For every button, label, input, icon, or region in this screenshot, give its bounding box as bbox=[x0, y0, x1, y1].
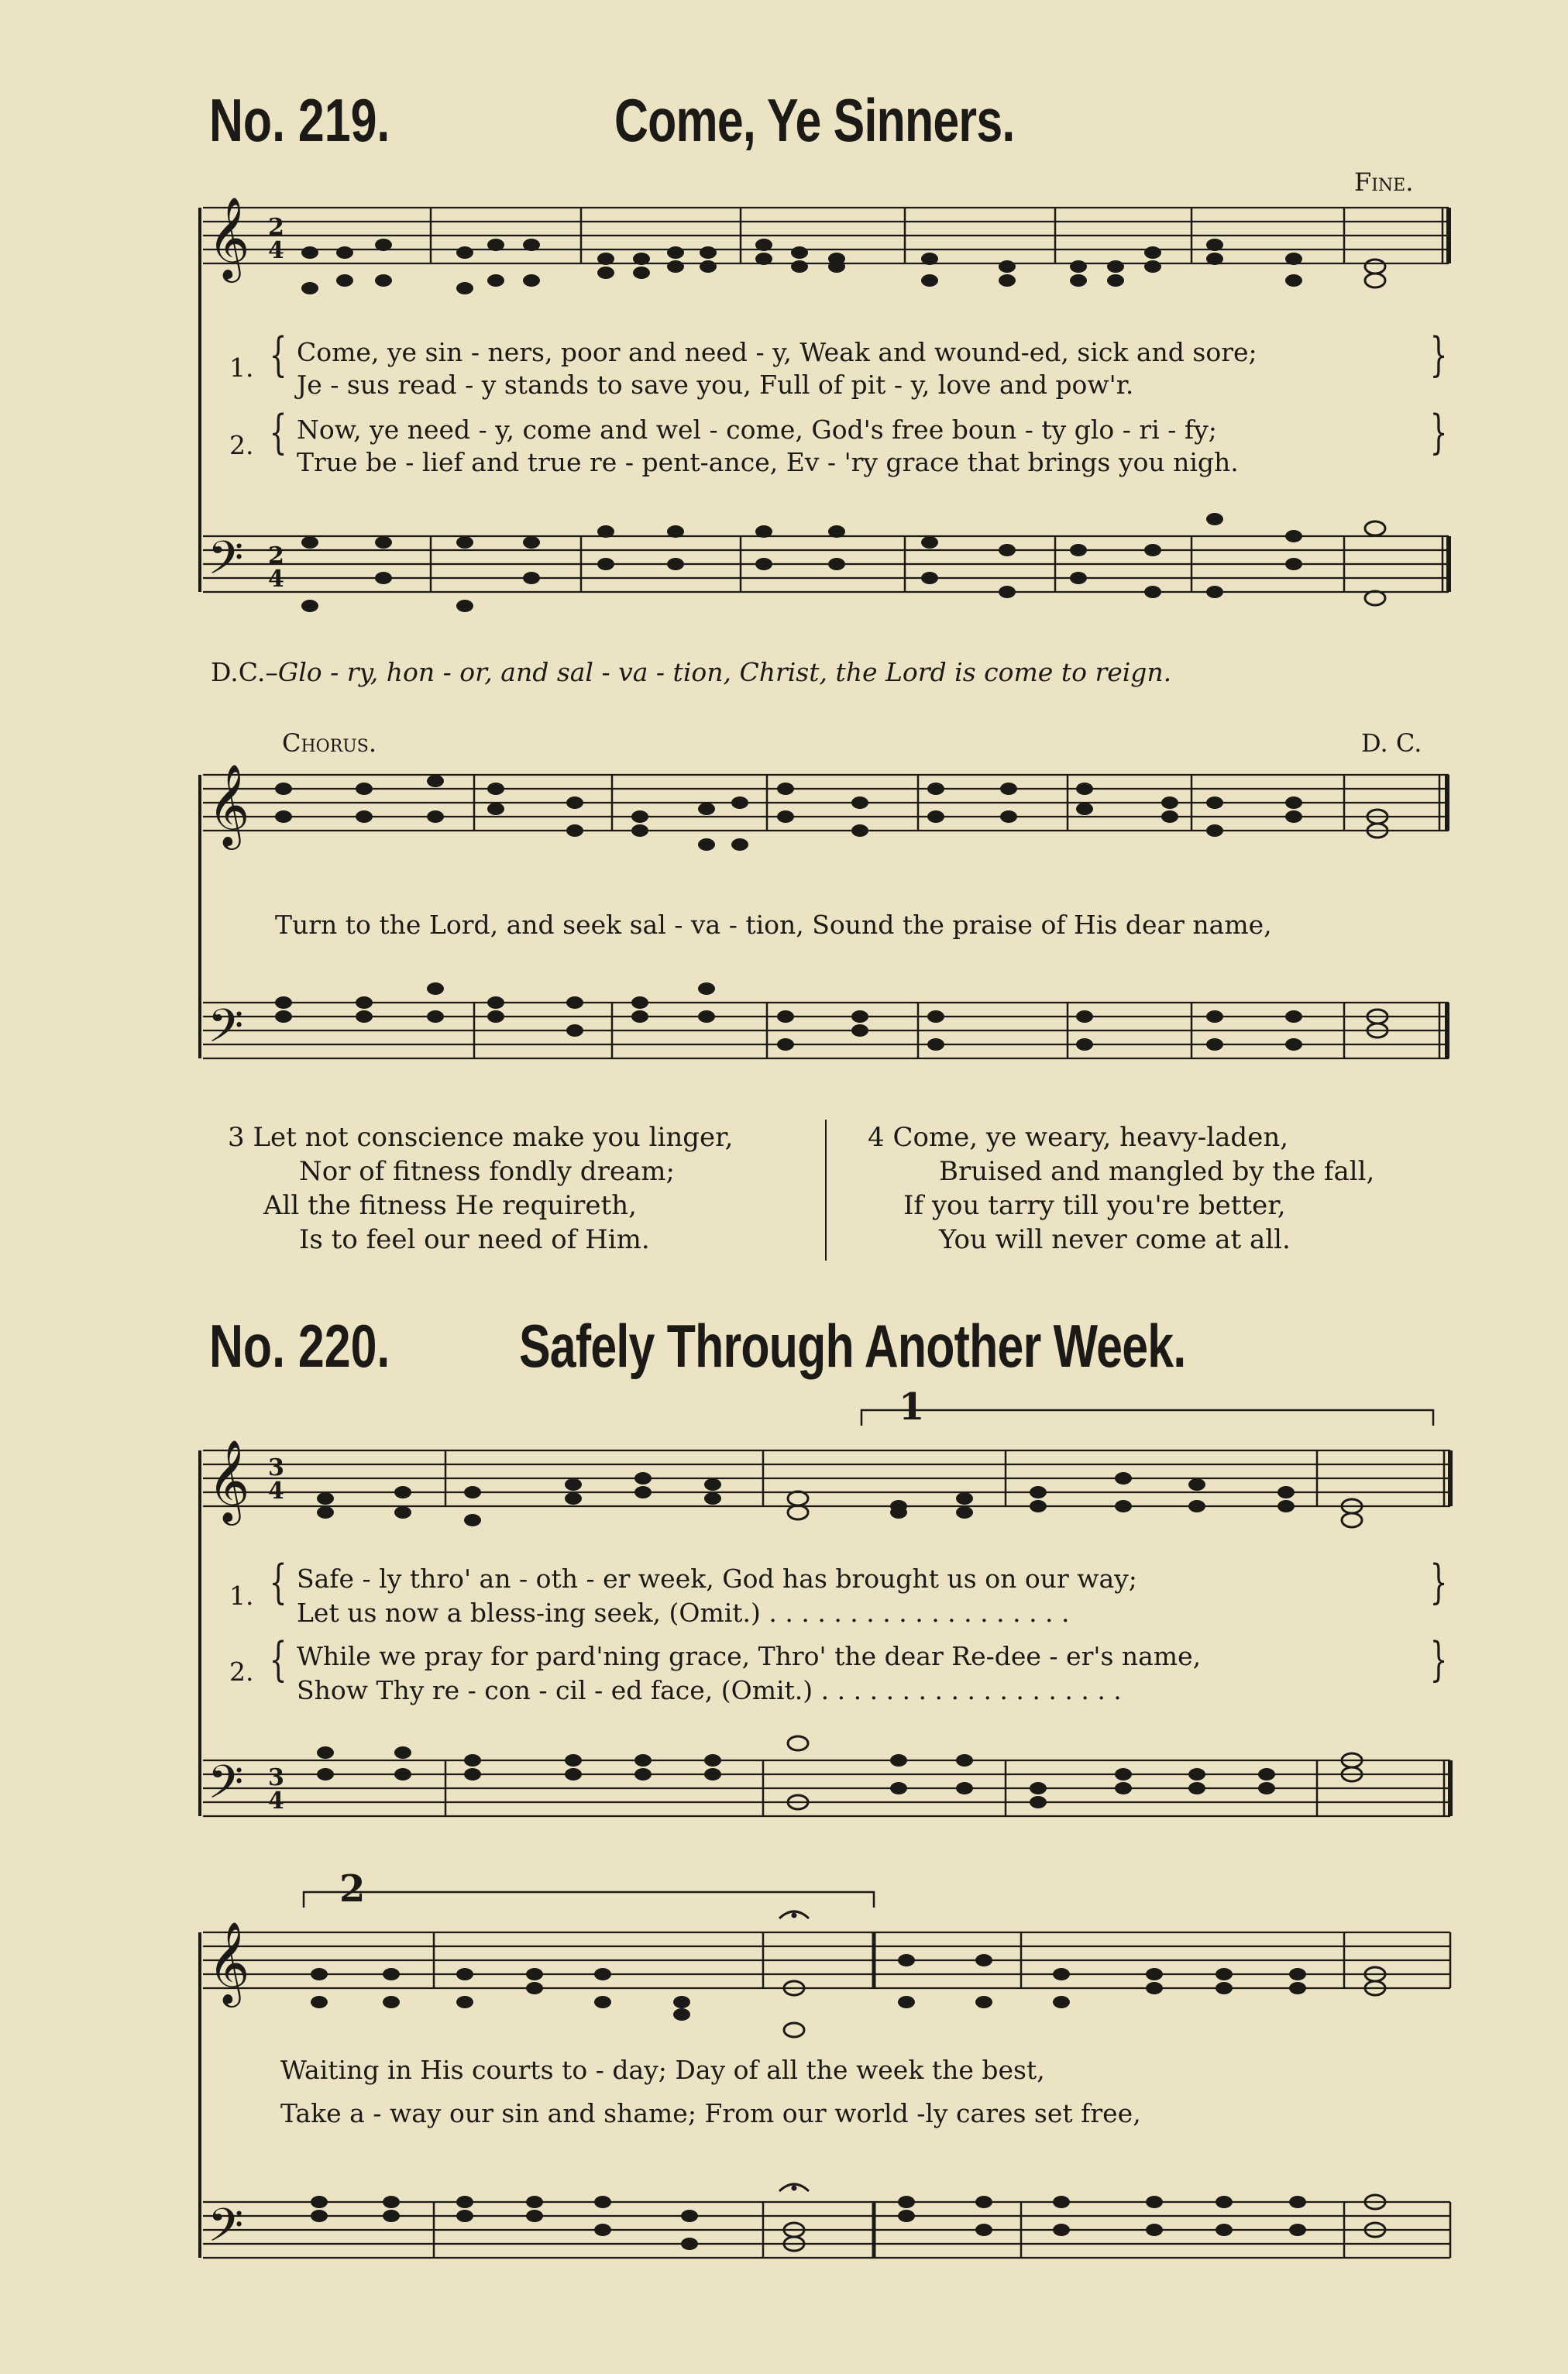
verse-2-line-2: Show Thy re - con - cil - ed face, (Omit.) . . . . . . . . . . . . . . . . . . . bbox=[297, 1675, 1122, 1705]
refrain-line-2: Take a - way our sin and shame; From our world -ly cares set free, bbox=[280, 2098, 1141, 2128]
brace: } bbox=[1429, 405, 1448, 459]
brace: } bbox=[1429, 328, 1448, 382]
svg-text:2: 2 bbox=[268, 214, 284, 241]
brace: { bbox=[269, 1555, 287, 1609]
staff-220-1-treble bbox=[203, 1450, 1450, 1506]
verse-1-line-1: Safe - ly thro' an - oth - er week, God has brought us on our way; bbox=[297, 1564, 1137, 1594]
staff-219-2-treble bbox=[203, 775, 1449, 831]
hymn-220-title: Safely Through Another Week. bbox=[519, 1312, 1186, 1380]
stanza-2-number: 2. bbox=[229, 1657, 254, 1687]
verse-1-line-1: Come, ye sin - ners, poor and need - y, Weak and wound-ed, sick and sore; bbox=[297, 337, 1257, 367]
dc-marking: D. C. bbox=[1361, 728, 1422, 758]
stanza-4-line-3: If you tarry till you're better, bbox=[903, 1190, 1286, 1221]
first-ending-label: 1 bbox=[899, 1385, 925, 1429]
hymn-220-number: No. 220. bbox=[209, 1312, 390, 1380]
svg-text:4: 4 bbox=[268, 237, 284, 264]
svg-text:4: 4 bbox=[268, 566, 284, 593]
svg-text:4: 4 bbox=[268, 1787, 284, 1815]
second-ending-label: 2 bbox=[339, 1867, 366, 1911]
verse-2-line-1: While we pray for pard'ning grace, Thro' the dear Re-dee - er's name, bbox=[297, 1641, 1202, 1671]
staff-219-1-treble bbox=[203, 208, 1449, 263]
brace: { bbox=[269, 1633, 287, 1687]
hymn-219-title: Come, Ye Sinners. bbox=[614, 86, 1015, 154]
stanza-4-line-4: You will never come at all. bbox=[939, 1224, 1291, 1255]
dc-lyric-line bbox=[211, 657, 1171, 687]
verse-2-line-1: Now, ye need - y, come and wel - come, God's free boun - ty glo - ri - fy; bbox=[297, 415, 1217, 445]
notes-219-1-bass bbox=[301, 513, 1385, 612]
notes-220-1 bbox=[317, 1472, 1362, 1527]
bass-clef-icon: 𝄢 bbox=[208, 2198, 244, 2263]
svg-text:3: 3 bbox=[268, 1454, 284, 1481]
notes-220-2-bass bbox=[311, 2195, 1385, 2251]
stanza-4-line-1: 4 Come, ye weary, heavy-laden, bbox=[868, 1122, 1289, 1153]
notes-219-2 bbox=[275, 775, 1387, 851]
treble-clef-icon: 𝄞 bbox=[208, 196, 250, 279]
hymn-219-number: No. 219. bbox=[209, 86, 390, 154]
stanza-1-number: 1. bbox=[229, 1581, 254, 1611]
bass-clef-icon: 𝄢 bbox=[208, 1755, 244, 1820]
stanza-3-line-3: All the fitness He requireth, bbox=[263, 1190, 637, 1221]
stanza-3-line-4: Is to feel our need of Him. bbox=[299, 1224, 650, 1255]
notes-219-1 bbox=[301, 239, 1385, 294]
treble-clef-icon: 𝄞 bbox=[208, 1439, 250, 1522]
chorus-label: Chorus. bbox=[282, 728, 377, 758]
notes-220-2 bbox=[311, 1954, 1385, 2037]
stanza-3-line-1: 3 Let not conscience make you linger, bbox=[228, 1122, 734, 1153]
stanza-1-number: 1. bbox=[229, 353, 254, 383]
verse-2-line-2: True be - lief and true re - pent-ance, Ev - 'ry grace that brings you nigh. bbox=[297, 447, 1239, 477]
stanza-2-number: 2. bbox=[229, 430, 254, 460]
dc-prefix: D.C.– bbox=[211, 657, 278, 687]
dc-lyric-text: Glo - ry, hon - or, and sal - va - tion, Christ, the Lord is come to reign. bbox=[277, 657, 1172, 687]
bass-clef-icon: 𝄢 bbox=[208, 531, 244, 596]
treble-clef-icon: 𝄞 bbox=[208, 763, 250, 846]
refrain-line-1: Waiting in His courts to - day; Day of all the week the best, bbox=[280, 2055, 1045, 2085]
staff-219-2-bass bbox=[203, 1003, 1449, 1058]
chorus-lyric: Turn to the Lord, and seek sal - va - tion, Sound the praise of His dear name, bbox=[275, 910, 1272, 940]
notes-220-1-bass bbox=[317, 1736, 1362, 1809]
treble-clef-icon: 𝄞 bbox=[208, 1921, 250, 2004]
stanza-4-line-2: Bruised and mangled by the fall, bbox=[939, 1156, 1375, 1187]
brace: { bbox=[269, 405, 287, 459]
fine-marking: Fine. bbox=[1354, 167, 1414, 197]
stanza-3-line-2: Nor of fitness fondly dream; bbox=[299, 1156, 675, 1187]
stanza-divider bbox=[825, 1120, 827, 1261]
brace: } bbox=[1429, 1555, 1448, 1609]
brace: { bbox=[269, 328, 287, 382]
svg-text:3: 3 bbox=[268, 1764, 284, 1791]
brace: } bbox=[1429, 1633, 1448, 1687]
bass-clef-icon: 𝄢 bbox=[208, 999, 244, 1064]
verse-1-line-2: Let us now a bless-ing seek, (Omit.) . . . . . . . . . . . . . . . . . . . bbox=[297, 1598, 1070, 1628]
svg-text:2: 2 bbox=[268, 542, 284, 569]
svg-text:4: 4 bbox=[268, 1478, 284, 1505]
verse-1-line-2: Je - sus read - y stands to save you, Full of pit - y, love and pow'r. bbox=[297, 370, 1134, 400]
